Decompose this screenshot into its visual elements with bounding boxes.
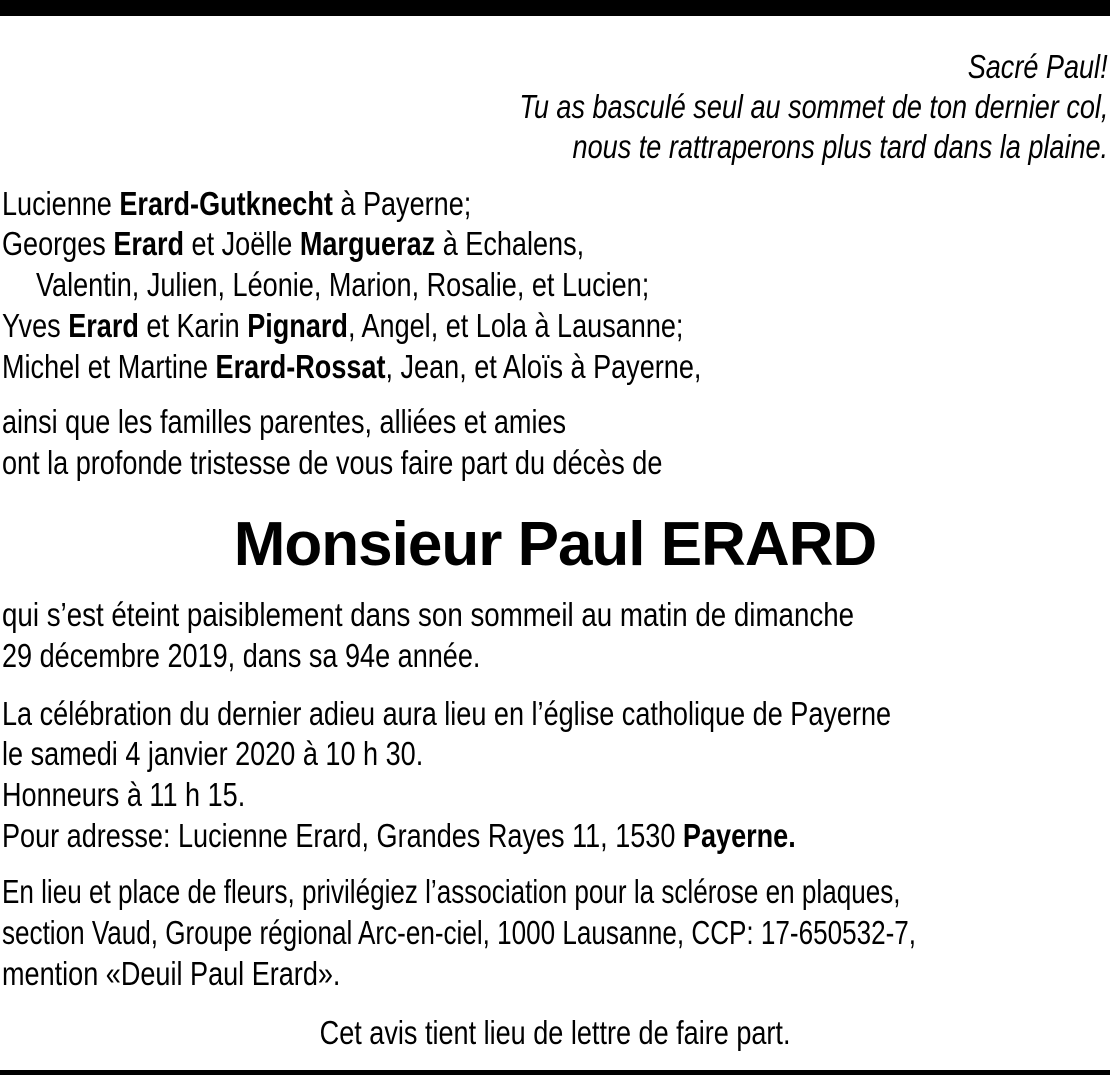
announce-line-2: ont la profonde tristesse de vous faire part du décès de (2, 444, 663, 481)
text: Georges (2, 225, 114, 262)
ceremony-line-3: Honneurs à 11 h 15. (2, 776, 246, 813)
donation-line-2: section Vaud, Groupe régional Arc-en-ciel, 1000 Lausanne, CCP: 17-650532-7, (2, 914, 916, 951)
family-line-2 (2, 224, 584, 264)
text: et Karin (138, 307, 248, 344)
surname: Erard (68, 307, 139, 344)
family-line-4 (2, 306, 683, 346)
text: , Angel, et Lola à Lausanne; (347, 307, 684, 344)
text: Lucienne (2, 185, 120, 222)
text: Yves (2, 307, 69, 344)
surname: Erard-Gutknecht (119, 185, 333, 222)
surname: Erard (113, 225, 185, 262)
text: Michel et Martine (2, 348, 216, 385)
passing-line-1: qui s’est éteint paisiblement dans son sommeil au matin de dimanche (2, 596, 855, 633)
closing-line (0, 1013, 1110, 1053)
text: , Jean, et Aloïs à Payerne, (385, 348, 702, 385)
text: Pour adresse: Lucienne Erard, Grandes Rayes 11, 1530 (2, 817, 683, 854)
announce-line-1: ainsi que les familles parentes, alliées et amies (2, 403, 567, 440)
text: à Echalens, (435, 225, 585, 262)
city: Payerne. (682, 817, 796, 854)
deceased-name: Monsieur Paul ERARD (233, 510, 877, 579)
surname: Margueraz (299, 225, 436, 262)
bottom-rule (0, 1070, 1110, 1075)
address-line (2, 816, 796, 856)
passing-line-2: 29 décembre 2019, dans sa 94e année. (2, 637, 481, 674)
donation-line-1: En lieu et place de fleurs, privilégiez l’association pour la sclérose en plaques, (2, 873, 901, 910)
ceremony-line-2: le samedi 4 janvier 2020 à 10 h 30. (2, 735, 424, 772)
closing-text: Cet avis tient lieu de lettre de faire part. (319, 1014, 791, 1051)
epigraph-line-2: Tu as basculé seul au sommet de ton dernier col, (518, 88, 1108, 125)
surname: Pignard (247, 307, 348, 344)
ceremony-line-1: La célébration du dernier adieu aura lieu en l’église catholique de Payerne (2, 695, 892, 732)
text: et Joëlle (184, 225, 300, 262)
text: à Payerne; (332, 185, 472, 222)
family-line-5 (2, 347, 701, 387)
top-rule (0, 0, 1110, 16)
epigraph-line-3: nous te rattraperons plus tard dans la plaine. (572, 128, 1108, 165)
family-line-3: Valentin, Julien, Léonie, Marion, Rosalie, et Lucien; (36, 266, 650, 303)
donation-line-3: mention «Deuil Paul Erard». (2, 955, 341, 992)
surname: Erard-Rossat (215, 348, 386, 385)
epigraph-line-1: Sacré Paul! (968, 48, 1108, 85)
family-line-1 (2, 184, 471, 224)
